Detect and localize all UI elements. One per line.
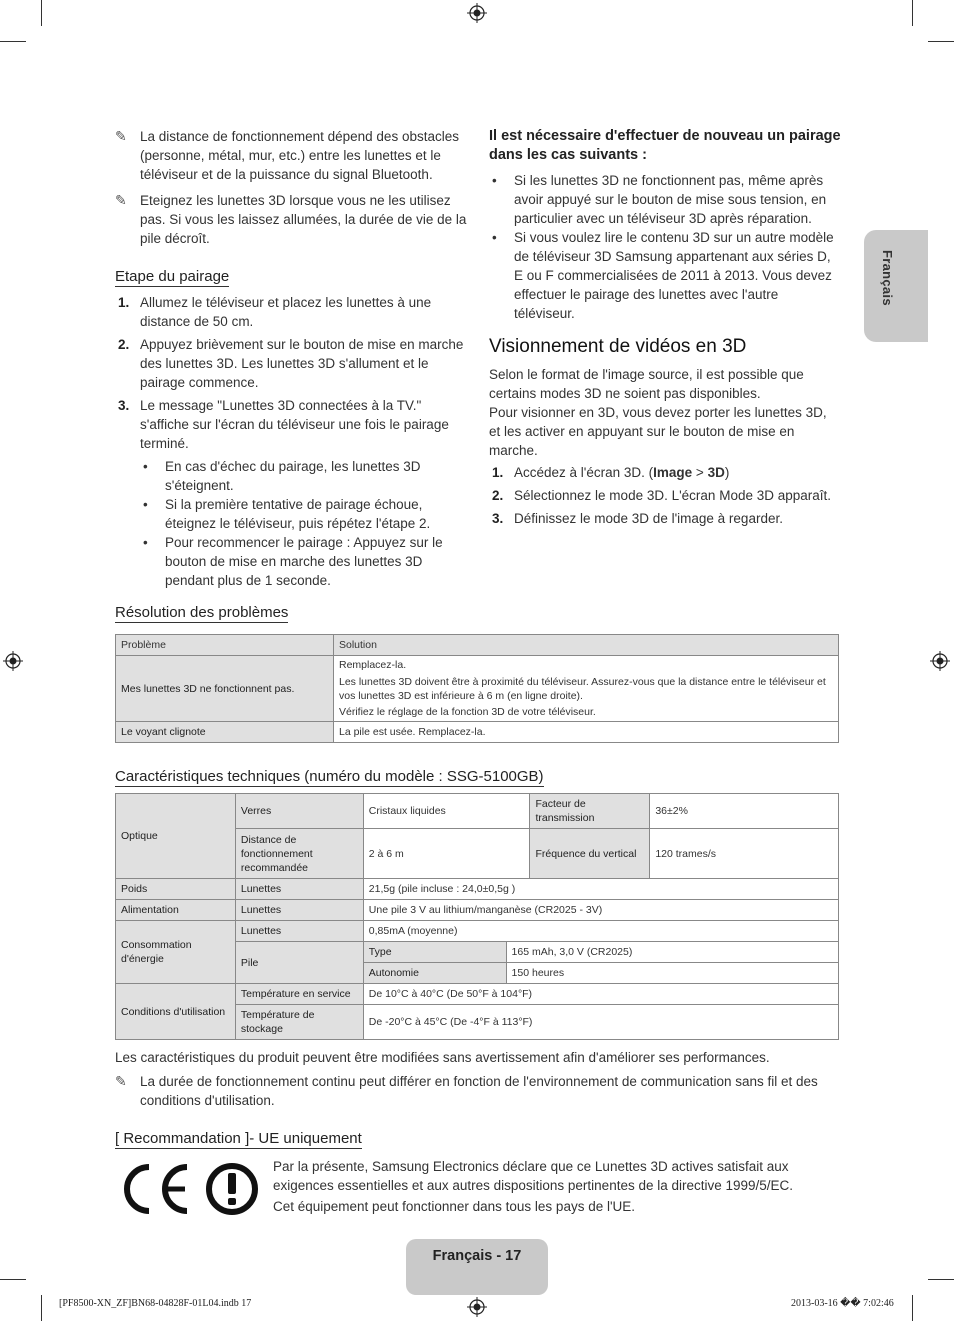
step-text: Définissez le mode 3D de l'image à regarder. [514,511,783,526]
language-side-tab [864,230,928,342]
bullet-dot: • [492,230,497,245]
pairing-step [115,293,467,331]
registration-mark-icon [467,3,487,23]
crop-mark [928,41,954,42]
step-text: Allumez le téléviseur et placez les lunettes à une distance de 50 cm. [140,295,432,329]
spec-label: Fréquence du vertical [530,829,650,879]
spec-label: Lunettes [235,879,363,900]
step-number: 3. [492,511,504,526]
step-number: 2. [118,337,130,352]
note [115,1072,839,1110]
menu-path-separator: > [692,465,708,480]
table-header: Problème [116,635,334,656]
spec-label: Pile [235,942,363,984]
bullet-text: Si les lunettes 3D ne fonctionnent pas, même après avoir appuyé sur le bouton de mise sous tension, en particulier avec un téléviseur 3D après réparation. [514,173,827,226]
spec-label: Température en service [235,984,363,1005]
troubleshoot-title: Résolution des problèmes [115,604,289,621]
page-number-tab [406,1239,548,1295]
step-number: 3. [118,398,130,413]
language-label: Français [880,250,895,306]
bullet-item [489,228,841,323]
menu-path-3d: 3D [707,465,725,480]
step-text: Le message "Lunettes 3D connectées à la TV." s'affiche sur l'écran du téléviseur une fois le pairage terminé. [140,398,449,451]
spec-label: Lunettes [235,921,363,942]
troubleshoot-section [115,603,839,623]
spec-label: Autonomie [363,963,506,984]
bullet-item [489,171,841,228]
spec-value: 165 mAh, 3,0 V (CR2025) [506,942,838,963]
recommendation-title: [ Recommandation ]- UE uniquement [115,1130,362,1147]
crop-mark [41,0,42,26]
crop-mark [928,1279,954,1280]
spec-category: Consommation d'énergie [116,921,236,984]
crop-mark [912,0,913,26]
crop-mark [0,41,26,42]
specs-disclaimer: Les caractéristiques du produit peuvent être modifiées sans avertissement afin d'améliorer ses performances. [115,1050,770,1065]
spec-value: 21,5g (pile incluse : 24,0±0,5g ) [363,879,838,900]
pairing-step [115,335,467,392]
spec-value: De -20°C à 45°C (De -4°F à 113°F) [363,1005,838,1040]
spec-label: Distance de fonctionnement recommandée [235,829,363,879]
spec-value: 36±2% [650,794,839,829]
table-row [116,984,839,1005]
crop-mark [41,1295,42,1321]
step-text-prefix: Accédez à l'écran 3D. ( [514,465,654,480]
solution-cell: La pile est usée. Remplacez-la. [334,722,839,743]
table-row [116,722,839,743]
spec-label: Lunettes [235,900,363,921]
step-number: 2. [492,488,504,503]
repair-heading: Il est nécessaire d'effectuer de nouveau un pairage dans les cas suivants : [489,128,841,163]
spec-value: 2 à 6 m [363,829,530,879]
registration-mark-icon [930,651,950,671]
spec-category: Poids [116,879,236,900]
left-column [115,127,467,590]
solution-line: Remplacez-la. [339,659,407,671]
video-3d-title: Visionnement de vidéos en 3D [489,336,747,357]
bullet-text: Pour recommencer le pairage : Appuyez sur le bouton de mise en marche des lunettes 3D pendant plus de 1 seconde. [165,535,443,588]
spec-label: Verres [235,794,363,829]
pencil-note-icon: ✎ [115,1073,127,1089]
problem-cell: Le voyant clignote [116,722,334,743]
crop-mark [912,1295,913,1321]
note [115,127,467,184]
spec-value: De 10°C à 40°C (De 50°F à 104°F) [363,984,838,1005]
troubleshoot-table [115,634,839,743]
note-text: La durée de fonctionnement continu peut différer en fonction de l'environnement de communication sans fil et des conditions d'utilisation. [140,1074,818,1108]
pairing-title: Etape du pairage [115,268,230,285]
specs-table-wrap [115,793,839,1040]
spec-value: 0,85mA (moyenne) [363,921,838,942]
table-row [116,656,839,722]
bullet-text: Si la première tentative de pairage échoue, éteignez le téléviseur, puis répétez l'étape 2. [165,497,431,531]
after-specs [115,1048,839,1117]
menu-path-image: Image [653,465,693,480]
table-row [116,879,839,900]
file-info: [PF8500-XN_ZF]BN68-04828F-01L04.indb 17 [59,1298,252,1309]
pencil-note-icon: ✎ [115,128,127,144]
recommendation-paragraph: Cet équipement peut fonctionner dans tous les pays de l'UE. [273,1199,636,1214]
bullet-item [140,495,467,533]
video-paragraph: Selon le format de l'image source, il est possible que certains modes 3D ne soient pas disponibles. [489,367,804,401]
registration-mark-icon [3,651,23,671]
spec-label: Température de stockage [235,1005,363,1040]
bullet-dot: • [143,535,148,550]
step3-bullets [115,457,467,590]
troubleshoot-table-wrap [115,634,839,743]
problem-cell: Mes lunettes 3D ne fonctionnent pas. [116,656,334,722]
solution-line: Les lunettes 3D doivent être à proximité du téléviseur. Assurez-vous que la distance entre le téléviseur et vos lunettes 3D est inférieure à 6 m (en ligne droite). [339,676,826,702]
video-step [489,486,841,505]
video-step [489,509,841,528]
note-text: La distance de fonctionnement dépend des obstacles (personne, métal, mur, etc.) entre les lunettes et le téléviseur et de la puissance du signal Bluetooth. [140,129,459,182]
ce-mark-icon [115,1161,260,1217]
registration-mark-icon [467,1297,487,1317]
bullet-item [140,457,467,495]
spec-category: Conditions d'utilisation [116,984,236,1040]
bullet-dot: • [143,497,148,512]
step-text: Sélectionnez le mode 3D. L'écran Mode 3D apparaît. [514,488,832,503]
specs-section [115,767,839,787]
page-label: Français - 17 [432,1248,522,1264]
spec-label: Type [363,942,506,963]
solution-cell [334,656,839,722]
table-header: Solution [334,635,839,656]
table-row [116,900,839,921]
table-row [116,921,839,942]
step-number: 1. [492,465,504,480]
video-step [489,463,841,482]
spec-category: Optique [116,794,236,879]
spec-value: 120 trames/s [650,829,839,879]
recommendation-text [273,1157,839,1216]
spec-value: Une pile 3 V au lithium/manganèse (CR2025 - 3V) [363,900,838,921]
bullet-text: Si vous voulez lire le contenu 3D sur un autre modèle de téléviseur 3D Samsung appartenant aux séries D, E ou F commercialisées de 2011 à 2013. Vous devez effectuer le pairage des lunettes avec l'autre téléviseur. [514,230,834,321]
recommendation-paragraph: Par la présente, Samsung Electronics déclare que ce Lunettes 3D actives satisfait aux exigences essentielles et aux autres dispositions pertinentes de la directive 1999/5/EC. [273,1159,794,1193]
pairing-step [115,396,467,453]
spec-value: 150 heures [506,963,838,984]
recommendation-section [115,1129,839,1149]
pencil-note-icon: ✎ [115,192,127,208]
spec-value: Cristaux liquides [363,794,530,829]
right-column [489,127,841,532]
bullet-dot: • [143,459,148,474]
crop-mark [0,1279,26,1280]
specs-title: Caractéristiques techniques (numéro du modèle : SSG-5100GB) [115,768,544,785]
specs-table [115,793,839,1040]
bullet-text: En cas d'échec du pairage, les lunettes 3D s'éteignent. [165,459,421,493]
solution-line: Vérifiez le réglage de la fonction 3D de votre téléviseur. [339,706,596,718]
table-row [116,794,839,829]
bullet-dot: • [492,173,497,188]
spec-category: Alimentation [116,900,236,921]
video-paragraph: Pour visionner en 3D, vous devez porter les lunettes 3D, et les activer en appuyant sur le bouton de mise en marche. [489,405,827,458]
spec-label: Facteur de transmission [530,794,650,829]
date-info: 2013-03-16 �� 7:02:46 [791,1298,894,1309]
step-text-suffix: ) [724,465,730,480]
table-header-row [116,635,839,656]
step-text: Appuyez brièvement sur le bouton de mise en marche des lunettes 3D. Les lunettes 3D s'allument et le pairage commence. [140,337,464,390]
note [115,191,467,248]
step-number: 1. [118,295,130,310]
note-text: Eteignez les lunettes 3D lorsque vous ne les utilisez pas. Si vous les laissez allumées, la durée de vie de la pile décroît. [140,193,467,246]
bullet-item [140,533,467,590]
